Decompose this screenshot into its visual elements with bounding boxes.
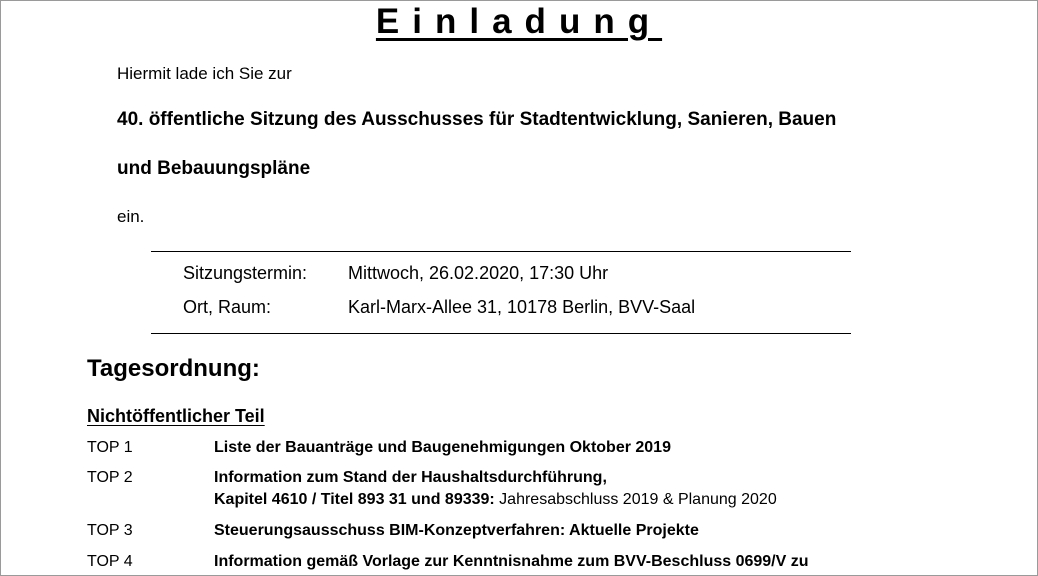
document-title: Einladung bbox=[375, 2, 663, 41]
closing-word: ein. bbox=[117, 207, 145, 226]
agenda-item-text: Liste der Bauanträge und Baugenehmigungen Oktober 2019 bbox=[214, 439, 671, 456]
divider-top bbox=[151, 251, 851, 252]
divider-bottom bbox=[151, 333, 851, 334]
agenda-item-text: Information gemäß Vorlage zur Kenntnisnahme zum BVV-Beschluss 0699/V zu bbox=[214, 553, 809, 570]
section-heading: Nichtöffentlicher Teil bbox=[87, 406, 265, 426]
date-value: Mittwoch, 26.02.2020, 17:30 Uhr bbox=[348, 263, 609, 283]
meeting-title-line-2: und Bebauungspläne bbox=[117, 158, 311, 179]
agenda-item-number: TOP 1 bbox=[87, 439, 133, 456]
agenda-item-number: TOP 2 bbox=[87, 469, 133, 486]
agenda-item-text: Steuerungsausschuss BIM-Konzeptverfahren: Aktuelle Projekte bbox=[214, 522, 699, 539]
agenda-item-number: TOP 3 bbox=[87, 522, 133, 539]
place-label: Ort, Raum: bbox=[183, 297, 272, 317]
agenda-item-number: TOP 4 bbox=[87, 553, 133, 570]
agenda-item-budget-desc: Jahresabschluss 2019 & Planung 2020 bbox=[494, 491, 777, 508]
agenda-item-text-line-2 bbox=[214, 491, 777, 509]
agenda-item-budget-ref: Kapitel 4610 / Titel 893 31 und 89339: bbox=[214, 491, 495, 508]
place-value: Karl-Marx-Allee 31, 10178 Berlin, BVV-Saal bbox=[348, 297, 696, 317]
intro-text: Hiermit lade ich Sie zur bbox=[117, 64, 292, 83]
date-label: Sitzungstermin: bbox=[183, 263, 308, 283]
agenda-heading: Tagesordnung: bbox=[87, 355, 260, 382]
meeting-title-line-1: 40. öffentliche Sitzung des Ausschusses für Stadtentwicklung, Sanieren, Bauen bbox=[117, 109, 837, 130]
agenda-item-text: Information zum Stand der Haushaltsdurchführung, bbox=[214, 469, 607, 486]
